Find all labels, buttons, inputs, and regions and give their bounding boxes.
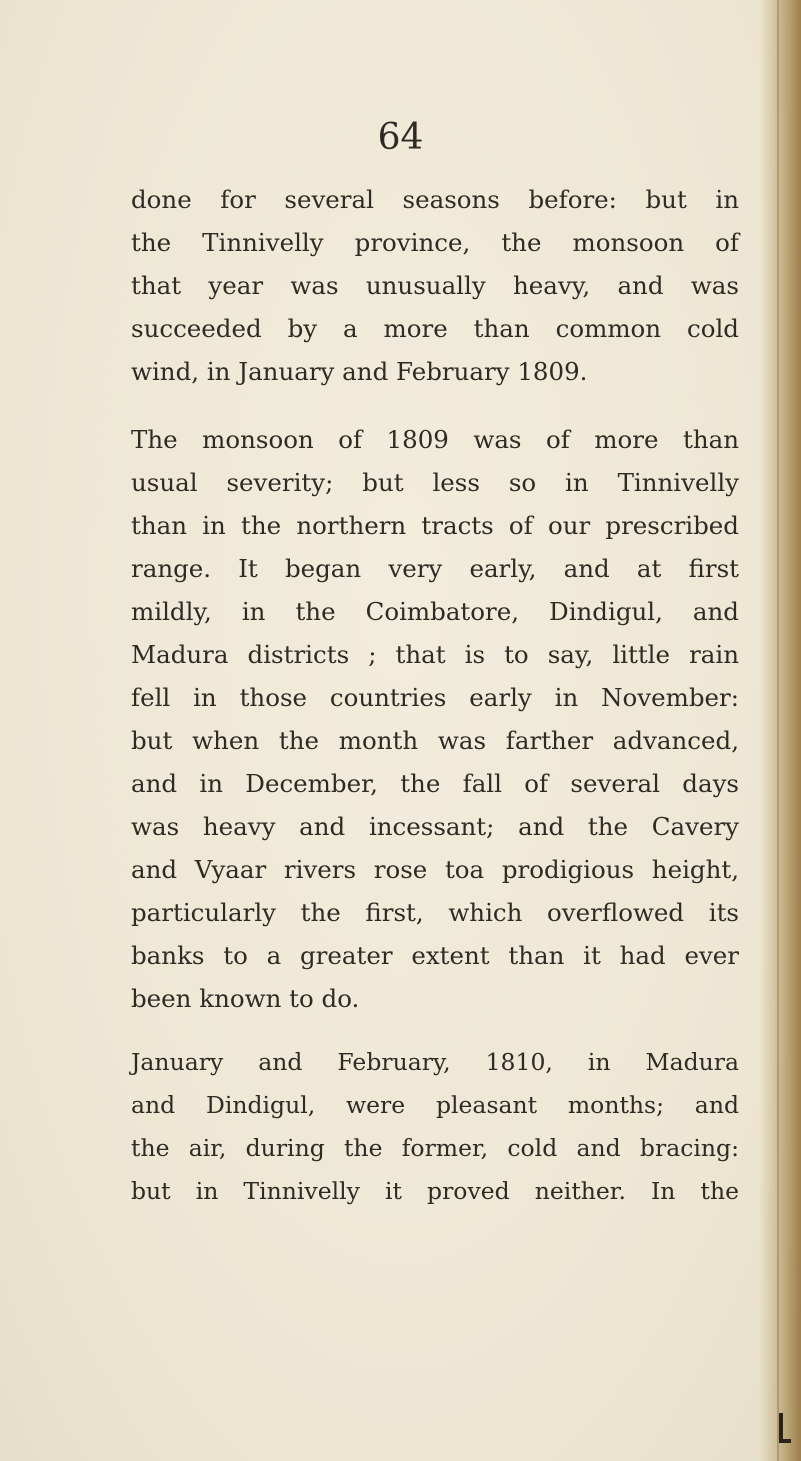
- text-line: Madura districts ; that is to say, little rain: [131, 640, 739, 669]
- text-line: been known to do.: [131, 984, 360, 1013]
- text-line: than in the northern tracts of our prescribed: [131, 511, 739, 540]
- text-line: January and February, 1810, in Madura: [131, 1048, 739, 1076]
- text-line: but when the month was farther advanced,: [131, 726, 739, 755]
- text-line: the Tinnivelly province, the monsoon of: [131, 228, 739, 257]
- text-line: but in Tinnivelly it proved neither. In the: [131, 1177, 739, 1205]
- text-line: The monsoon of 1809 was of more than: [131, 425, 739, 454]
- text-line: done for several seasons before: but in: [131, 185, 739, 214]
- text-line: and Dindigul, were pleasant months; and: [131, 1091, 739, 1119]
- page-edge-line: [777, 0, 779, 1461]
- text-line: wind, in January and February 1809.: [131, 357, 588, 386]
- text-line: and Vyaar rivers rose toa prodigious height,: [131, 855, 739, 884]
- text-line: was heavy and incessant; and the Cavery: [131, 812, 739, 841]
- paragraph-2: [131, 418, 739, 1020]
- text-line: banks to a greater extent than it had ever: [131, 941, 739, 970]
- paragraph-1: [131, 178, 739, 393]
- text-line: fell in those countries early in November:: [131, 683, 739, 712]
- page-edge-shadow: [759, 0, 801, 1461]
- text-line: range. It began very early, and at first: [131, 554, 739, 583]
- text-line: the air, during the former, cold and bracing:: [131, 1134, 739, 1162]
- text-line: and in December, the fall of several days: [131, 769, 739, 798]
- text-line: that year was unusually heavy, and was: [131, 271, 739, 300]
- corner-mark: [779, 1413, 791, 1443]
- text-line: succeeded by a more than common cold: [131, 314, 739, 343]
- text-line: usual severity; but less so in Tinnivelly: [131, 468, 739, 497]
- text-line: particularly the first, which overflowed its: [131, 898, 739, 927]
- text-line: mildly, in the Coimbatore, Dindigul, and: [131, 597, 739, 626]
- page-number: 64: [377, 117, 424, 158]
- paragraph-3: [131, 1041, 739, 1213]
